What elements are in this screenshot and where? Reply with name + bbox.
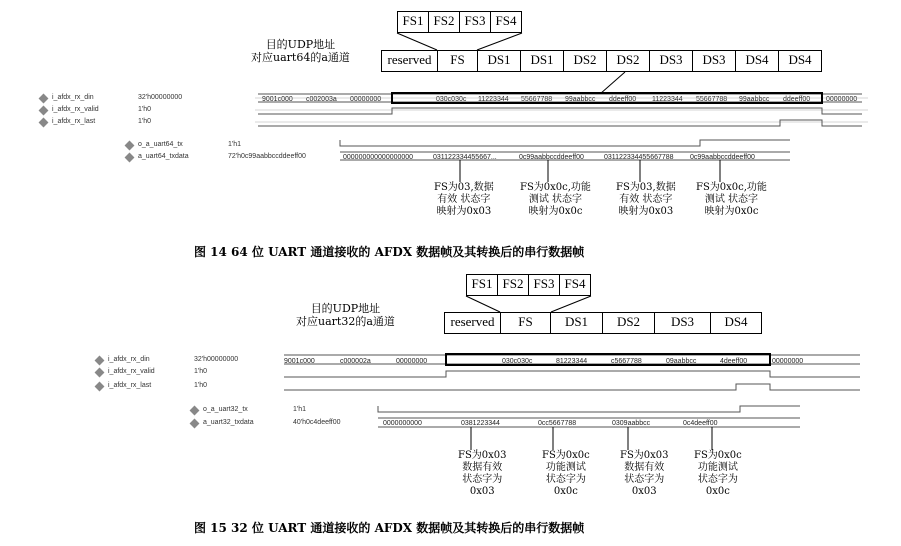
bus-value: ddeeff00 bbox=[783, 96, 811, 103]
bus-value: 00000000 bbox=[350, 96, 382, 103]
signal-value: 1'h1 bbox=[228, 141, 242, 148]
signal-value: 1'h0 bbox=[138, 118, 152, 125]
signal-diamond-icon bbox=[125, 153, 135, 163]
txdata-value: 0cc5667788 bbox=[538, 420, 577, 427]
annotation-line: 状态字为 bbox=[697, 474, 738, 485]
bus-value: 55667788 bbox=[696, 96, 728, 103]
frame-box-ds4: DS4 bbox=[710, 312, 762, 334]
bus-value: 9001c000 bbox=[284, 358, 315, 365]
txdata-value: 000000000000000000 bbox=[343, 154, 414, 161]
txdata-value: 0000000000 bbox=[383, 420, 422, 427]
fs1-box: FS1 bbox=[466, 274, 498, 296]
bus-value: c5667788 bbox=[611, 358, 642, 365]
signal-name[interactable]: o_a_uart64_tx bbox=[138, 141, 183, 148]
signal-diamond-icon bbox=[95, 356, 105, 366]
signal-name[interactable]: i_afdx_rx_last bbox=[108, 382, 152, 389]
frame-box-ds4: DS4 bbox=[735, 50, 779, 72]
bus-value: 4deeff00 bbox=[720, 358, 748, 365]
frame-box-reserved: reserved bbox=[444, 312, 501, 334]
signal-value: 1'h1 bbox=[293, 406, 307, 413]
frame-box-ds1: DS1 bbox=[550, 312, 603, 334]
annotation bbox=[458, 450, 507, 498]
annotation-line: FS为0x0c,功能 bbox=[696, 182, 767, 193]
signal-diamond-icon bbox=[39, 118, 49, 128]
annotation-line: FS为0x0c bbox=[542, 450, 590, 461]
annotation-line: 有效 状态字 bbox=[619, 194, 673, 205]
annotation bbox=[434, 182, 494, 218]
signal-value: 1'h0 bbox=[194, 368, 208, 375]
annotation-line: FS为03,数据 bbox=[616, 182, 676, 193]
signal-diamond-icon bbox=[190, 406, 200, 416]
frame-box-ds2: DS2 bbox=[563, 50, 607, 72]
signal-diamond-icon bbox=[125, 141, 135, 151]
txdata-value: 0c99aabbccddeeff00 bbox=[690, 154, 755, 161]
signal-name[interactable]: i_afdx_rx_valid bbox=[108, 368, 155, 375]
frame-box-ds3: DS3 bbox=[649, 50, 693, 72]
signal-value: 32'h00000000 bbox=[194, 356, 239, 363]
frame-box-ds3: DS3 bbox=[692, 50, 736, 72]
annotation-line: FS为0x0c,功能 bbox=[520, 182, 591, 193]
bus-value: ddeeff00 bbox=[609, 96, 637, 103]
frame-box-reserved: reserved bbox=[381, 50, 438, 72]
signal-value: 40'h0c4deeff00 bbox=[293, 419, 341, 426]
udp-note-line: 对应uart32的a通道 bbox=[296, 315, 395, 328]
txdata-value: 0381223344 bbox=[461, 420, 500, 427]
fs3-box: FS3 bbox=[528, 274, 560, 296]
bus-value: 99aabbcc bbox=[565, 96, 596, 103]
annotation-line: 0x0c bbox=[553, 486, 578, 497]
fs4-box: FS4 bbox=[559, 274, 591, 296]
annotation-line: 测试 状态字 bbox=[528, 194, 583, 205]
annotation bbox=[520, 182, 591, 218]
bus-value: 00000000 bbox=[772, 358, 804, 365]
annotation-line: 有效 状态字 bbox=[437, 194, 491, 205]
annotation-line: FS为03,数据 bbox=[434, 182, 494, 193]
signal-diamond-icon bbox=[190, 419, 200, 429]
annotation-line: 映射为0x0c bbox=[704, 206, 759, 217]
annotation-line: FS为0x03 bbox=[620, 450, 669, 461]
frame-box-fs: FS bbox=[500, 312, 551, 334]
udp-note-line: 目的UDP地址 bbox=[310, 302, 381, 315]
bus-value: 030c030c bbox=[436, 96, 467, 103]
annotation-line: 功能测试 bbox=[697, 462, 738, 473]
frame-box-ds1: DS1 bbox=[477, 50, 521, 72]
annotation-line: 功能测试 bbox=[545, 462, 586, 473]
txdata-value: 031122334455667... bbox=[433, 154, 497, 161]
bus-value: c002003a bbox=[306, 96, 337, 103]
annotation-line: 映射为0x03 bbox=[436, 206, 492, 217]
signal-value: 1'h0 bbox=[194, 382, 208, 389]
annotation-line: 映射为0x0c bbox=[528, 206, 583, 217]
figure-caption: 图 14 64 位 UART 通道接收的 AFDX 数据帧及其转换后的串行数据帧 bbox=[194, 245, 585, 259]
annotation-line: 测试 状态字 bbox=[704, 194, 759, 205]
frame-box-ds3: DS3 bbox=[654, 312, 711, 334]
annotation-line: 状态字为 bbox=[545, 474, 586, 485]
udp-note-line: 对应uart64的a通道 bbox=[251, 51, 350, 64]
fs1-box: FS1 bbox=[397, 11, 429, 33]
annotation-line: FS为0x0c bbox=[694, 450, 742, 461]
signal-name[interactable]: a_uart64_txdata bbox=[138, 153, 189, 160]
frame-box-ds1: DS1 bbox=[520, 50, 564, 72]
udp-note bbox=[296, 302, 395, 328]
annotation-line: 0x03 bbox=[631, 486, 657, 497]
bus-value: 11223344 bbox=[652, 96, 683, 103]
bus-value: 81223344 bbox=[556, 358, 588, 365]
signal-value: 1'h0 bbox=[138, 106, 152, 113]
udp-note-line: 目的UDP地址 bbox=[265, 38, 336, 51]
signal-name[interactable]: i_afdx_rx_din bbox=[52, 94, 94, 101]
signal-value: 32'h00000000 bbox=[138, 94, 183, 101]
annotation-line: 数据有效 bbox=[624, 462, 665, 473]
bus-value: 030c030c bbox=[502, 358, 533, 365]
fs4-box: FS4 bbox=[490, 11, 522, 33]
signal-name[interactable]: o_a_uart32_tx bbox=[203, 406, 248, 413]
annotation-line: 状态字为 bbox=[462, 474, 503, 485]
signal-name[interactable]: i_afdx_rx_din bbox=[108, 356, 150, 363]
signal-name[interactable]: i_afdx_rx_valid bbox=[52, 106, 99, 113]
annotation bbox=[696, 182, 767, 218]
txdata-value: 0309aabbcc bbox=[612, 420, 651, 427]
signal-name[interactable]: a_uart32_txdata bbox=[203, 419, 254, 426]
fs3-box: FS3 bbox=[459, 11, 491, 33]
signal-diamond-icon bbox=[39, 106, 49, 116]
fs2-box: FS2 bbox=[497, 274, 529, 296]
annotation bbox=[694, 450, 742, 498]
txdata-value: 0c99aabbccddeeff00 bbox=[519, 154, 584, 161]
udp-note bbox=[251, 38, 350, 64]
annotation-line: 映射为0x03 bbox=[618, 206, 674, 217]
frame-box-ds2: DS2 bbox=[606, 50, 650, 72]
signal-diamond-icon bbox=[95, 382, 105, 392]
frame-box-fs: FS bbox=[437, 50, 478, 72]
bus-value: 09aabbcc bbox=[666, 358, 697, 365]
bus-value: 11223344 bbox=[478, 96, 509, 103]
txdata-value: 031122334455667788 bbox=[604, 154, 674, 161]
fs2-box: FS2 bbox=[428, 11, 460, 33]
txdata-value: 0c4deeff00 bbox=[683, 420, 718, 427]
annotation-line: 数据有效 bbox=[462, 462, 503, 473]
bus-value: 00000000 bbox=[826, 96, 858, 103]
bus-value: c000002a bbox=[340, 358, 371, 365]
signal-diamond-icon bbox=[95, 368, 105, 378]
annotation-line: 0x03 bbox=[469, 486, 495, 497]
annotation bbox=[620, 450, 669, 498]
annotation-line: 状态字为 bbox=[624, 474, 665, 485]
frame-box-ds2: DS2 bbox=[602, 312, 655, 334]
bus-value: 99aabbcc bbox=[739, 96, 770, 103]
bus-value: 55667788 bbox=[521, 96, 553, 103]
figure-caption: 图 15 32 位 UART 通道接收的 AFDX 数据帧及其转换后的串行数据帧 bbox=[194, 521, 585, 535]
annotation bbox=[616, 182, 676, 218]
signal-name[interactable]: i_afdx_rx_last bbox=[52, 118, 96, 125]
bus-value: 9001c000 bbox=[262, 96, 293, 103]
annotation bbox=[542, 450, 590, 498]
bus-value: 00000000 bbox=[396, 358, 428, 365]
signal-diamond-icon bbox=[39, 94, 49, 104]
annotation-line: 0x0c bbox=[705, 486, 730, 497]
annotation-line: FS为0x03 bbox=[458, 450, 507, 461]
frame-box-ds4: DS4 bbox=[778, 50, 822, 72]
signal-value: 72'h0c99aabbccddeeff00 bbox=[228, 153, 306, 160]
